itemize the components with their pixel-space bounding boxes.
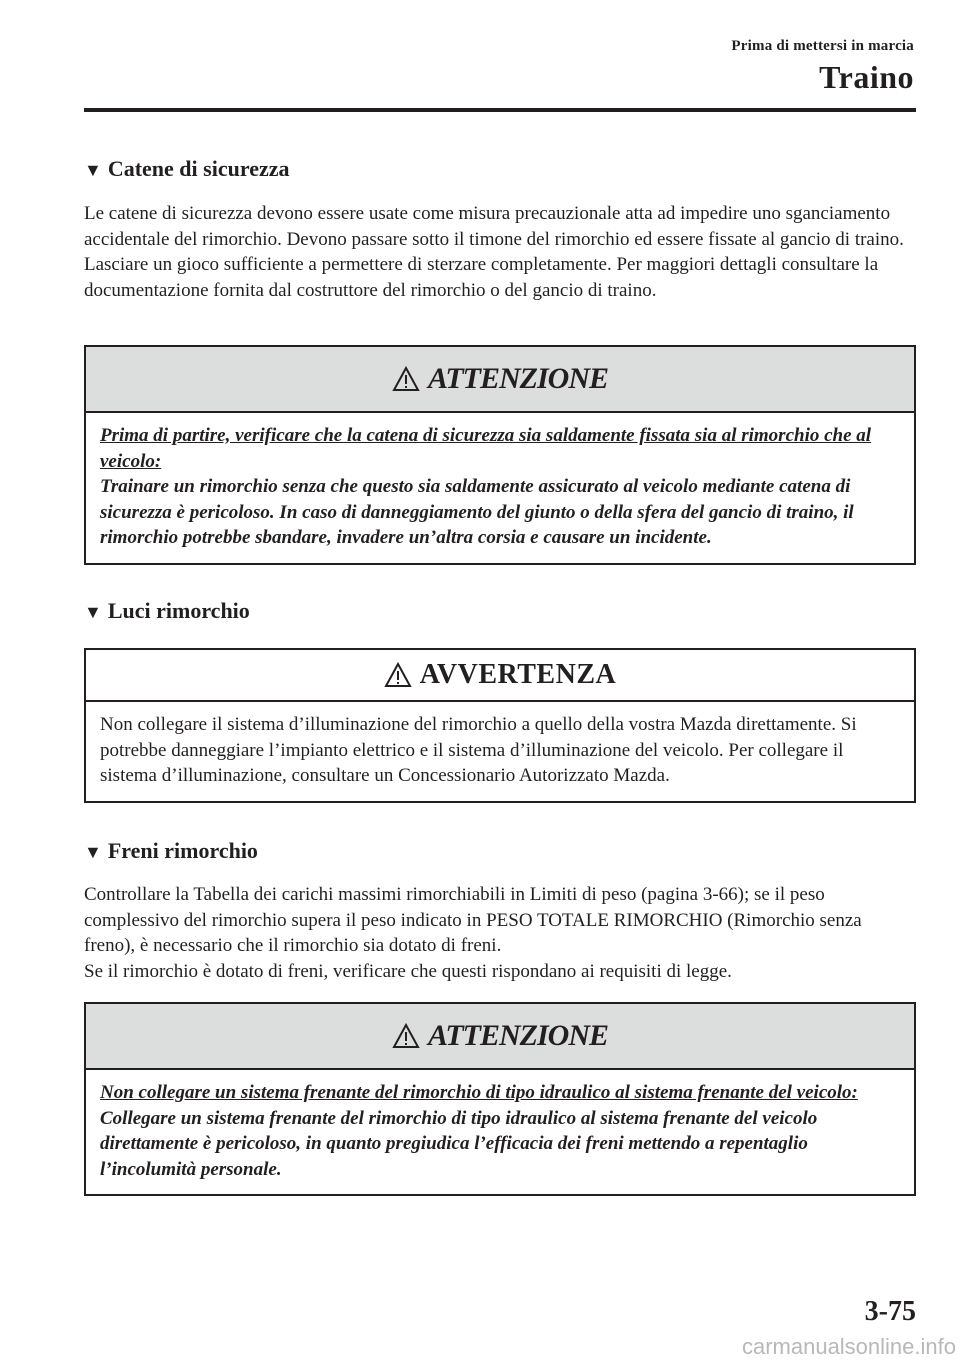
notice-box-header [86,650,914,702]
chapter-title: Prima di mettersi in marcia [731,38,914,54]
paragraph: Controllare la Tabella dei carichi massimi rimorchiabili in Limiti di peso (pagina 3-66); se il peso complessivo del rimorchio supera il peso indicato in PESO TOTALE RIMORCHIO (Rimorchio senza freno), è necessario che il rimorchio sia dotato di freni. [84,884,862,956]
caution-box-safety-chain [84,345,916,565]
paragraph: Se il rimorchio è dotato di freni, verificare che questi rispondano ai requisiti di legge. [84,960,732,982]
triangle-down-icon: ▼ [84,160,102,180]
header-divider [84,108,916,112]
caution-box-header [86,347,914,413]
page-title: Traino [819,59,914,95]
page-number: 3-75 [864,1296,916,1327]
caution-box-body [86,413,914,563]
notice-text: Non collegare il sistema d’illuminazione del rimorchio a quello della vostra Mazda direttamente. Si potrebbe danneggiare l’impianto elettrico e il sistema d’illuminazione del veicolo. Per collegare il sistema d’illuminazione, consultare un Concessionario Autorizzato Mazda. [100,714,857,786]
caution-text: Collegare un sistema frenante del rimorchio di tipo idraulico al sistema frenante del veicolo direttamente è pericoloso, in quanto pregiudica l’efficacia dei freni mettendo a repentaglio l’incolumità personale. [100,1107,818,1180]
notice-box-body [86,702,914,801]
watermark: carmanualsonline.info [741,1334,956,1359]
section-heading-freni: ▼ Freni rimorchio [84,838,258,863]
notice-box-lights [84,648,916,803]
warning-triangle-icon [384,662,412,688]
caution-lead: Non collegare un sistema frenante del rimorchio di tipo idraulico al sistema frenante del veicolo: [100,1082,858,1103]
caution-label: ATTENZIONE [427,362,609,395]
caution-lead: Prima di partire, verificare che la catena di sicurezza sia saldamente fissata sia al rimorchio che al veicolo: [100,425,872,472]
warning-triangle-icon [392,366,420,392]
warning-triangle-icon [392,1023,420,1049]
triangle-down-icon: ▼ [84,602,102,622]
notice-label: AVVERTENZA [419,659,617,690]
caution-text: Trainare un rimorchio senza che questo sia saldamente assicurato al veicolo mediante catena di sicurezza è pericoloso. In caso di danneggiamento del giunto o della sfera del gancio di traino, il rimorchio potrebbe sbandare, invadere un’altra corsia e causare un incidente. [100,476,854,548]
page-header [731,38,914,96]
caution-box-brakes [84,1002,916,1196]
section-body-catene [84,201,916,303]
section-body-freni [84,882,916,984]
paragraph: Le catene di sicurezza devono essere usate come misura precauzionale atta ad impedire uno sganciamento accidentale del rimorchio. Devono passare sotto il timone del rimorchio ed essere fissate al gancio di traino. Lasciare un gioco sufficiente a permettere di sterzare completamente. Per maggiori dettagli consultare la documentazione fornita dal costruttore del rimorchio o del gancio di traino. [84,203,904,301]
section-heading-catene: ▼ Catene di sicurezza [84,156,290,181]
caution-box-body [86,1070,914,1194]
triangle-down-icon: ▼ [84,842,102,862]
caution-box-header [86,1004,914,1070]
section-heading-luci: ▼ Luci rimorchio [84,598,250,623]
caution-label: ATTENZIONE [427,1019,609,1052]
